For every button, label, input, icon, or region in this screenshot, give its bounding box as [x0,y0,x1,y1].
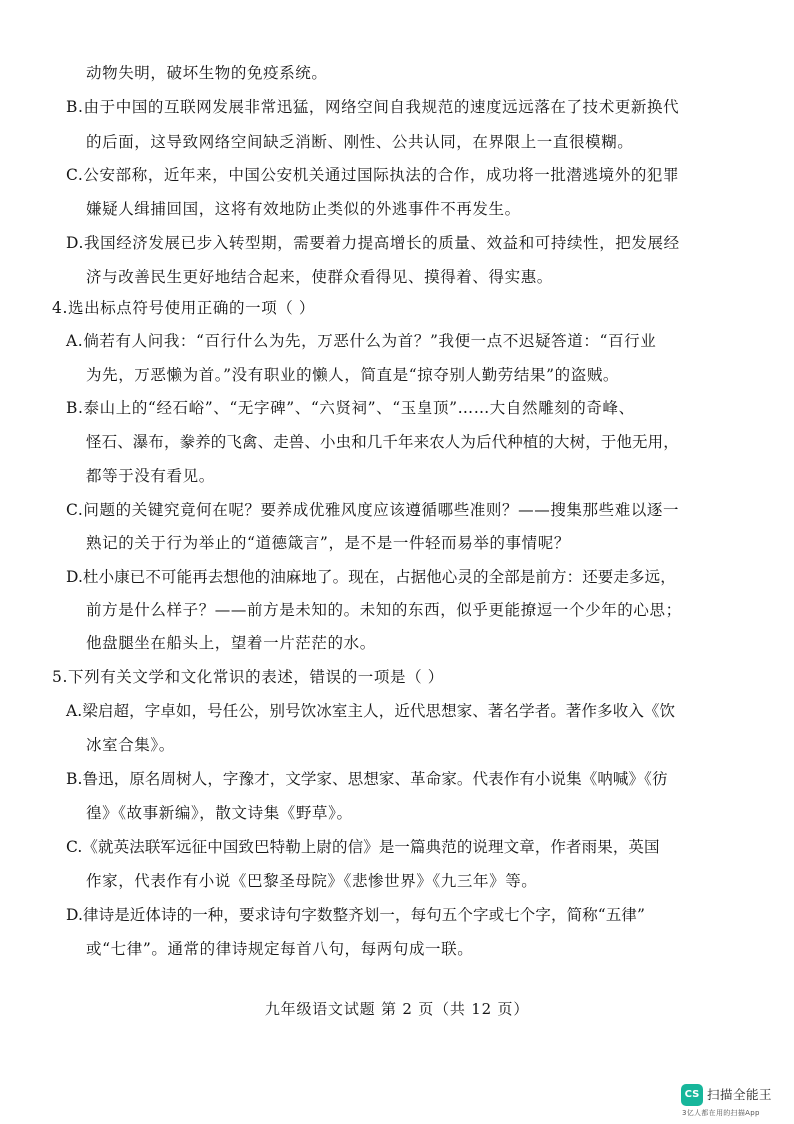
camscanner-logo-icon: CS [681,1084,703,1106]
text-line: 徨》《故事新编》，散文诗集《野草》。 [86,804,353,822]
option-b: B.鲁迅，原名周树人，字豫才，文学家、思想家、革命家。代表作有小说集《呐喊》《彷 [66,770,668,788]
text-line: 他盘腿坐在船头上，望着一片茫茫的水。 [86,634,376,652]
option-d: D.杜小康已不可能再去想他的油麻地了。现在，占据他心灵的全部是前方：还要走多远， [66,568,676,586]
question-5-stem: 5.下列有关文学和文化常识的表述，错误的一项是（ ） [52,668,444,686]
text-line: 的后面，这导致网络空间缺乏消断、刚性、公共认同，在界限上一直很模糊。 [86,133,634,151]
scanner-app-name: 扫描全能王 [707,1087,773,1102]
text-line: 怪石、瀑布，豢养的飞禽、走兽、小虫和几千年来农人为后代种植的大树，于他无用， [86,433,679,451]
text-line: C.公安部称，近年来，中国公安机关通过国际执法的合作，成功将一批潜逃境外的犯罪 [66,166,680,184]
text-line: 动物失明，破坏生物的免疫系统。 [86,64,328,82]
text-line: 前方是什么样子？——前方是未知的。未知的东西，似乎更能撩逗一个少年的心思； [86,601,682,619]
text-line: 或“七律”。通常的律诗规定每首八句，每两句成一联。 [86,940,474,958]
scanner-watermark [681,1080,791,1120]
text-line: 都等于没有看见。 [86,467,215,485]
text-line: B.由于中国的互联网发展非常迅猛，网络空间自我规范的速度远远落在了技术更新换代 [66,98,680,116]
text-line: 冰室合集》。 [86,736,175,754]
text-line: 济与改善民生更好地结合起来，使群众看得见、摸得着、得实惠。 [86,268,553,286]
page-footer: 九年级语文试题 第 2 页（共 12 页） [264,1000,530,1018]
option-c: C.问题的关键究竟何在呢？要养成优雅风度应该遵循哪些准则？——搜集那些难以逐一 [66,501,680,519]
option-c: C.《就英法联军远征中国致巴特勒上尉的信》是一篇典范的说理文章，作者雨果，英国 [66,838,660,856]
text-line: 嫌疑人缉捕回国，这将有效地防止类似的外逃事件不再发生。 [86,200,521,218]
option-a: A.倘若有人问我：“百行什么为先，万恶什么为首？”我便一点不迟疑答道：“百行业 [66,332,657,350]
scanner-tagline: 3亿人都在用的扫描App [682,1109,760,1117]
option-a: A.梁启超，字卓如，号任公，别号饮冰室主人，近代思想家、著名学者。著作多收入《饮 [66,702,676,720]
text-line: D.我国经济发展已步入转型期，需要着力提高增长的质量、效益和可持续性，把发展经 [66,234,680,252]
text-line: 作家，代表作有小说《巴黎圣母院》《悲惨世界》《九三年》等。 [86,872,538,890]
text-line: 为先，万恶懒为首。”没有职业的懒人，简直是“掠夺别人勤劳结果”的盗贼。 [86,366,620,384]
text-line: 熟记的关于行为举止的“道德箴言”，是不是一件轻而易举的事情呢？ [86,534,570,552]
option-d: D.律诗是近体诗的一种，要求诗句字数整齐划一，每句五个字或七个字，简称“五律” [66,906,646,924]
question-4-stem: 4.选出标点符号使用正确的一项（ ） [52,299,316,317]
option-b: B.泰山上的“经石峪”、“无字碑”、“六贤祠”、“玉皇顶”……大自然雕刻的奇峰、 [66,399,635,417]
